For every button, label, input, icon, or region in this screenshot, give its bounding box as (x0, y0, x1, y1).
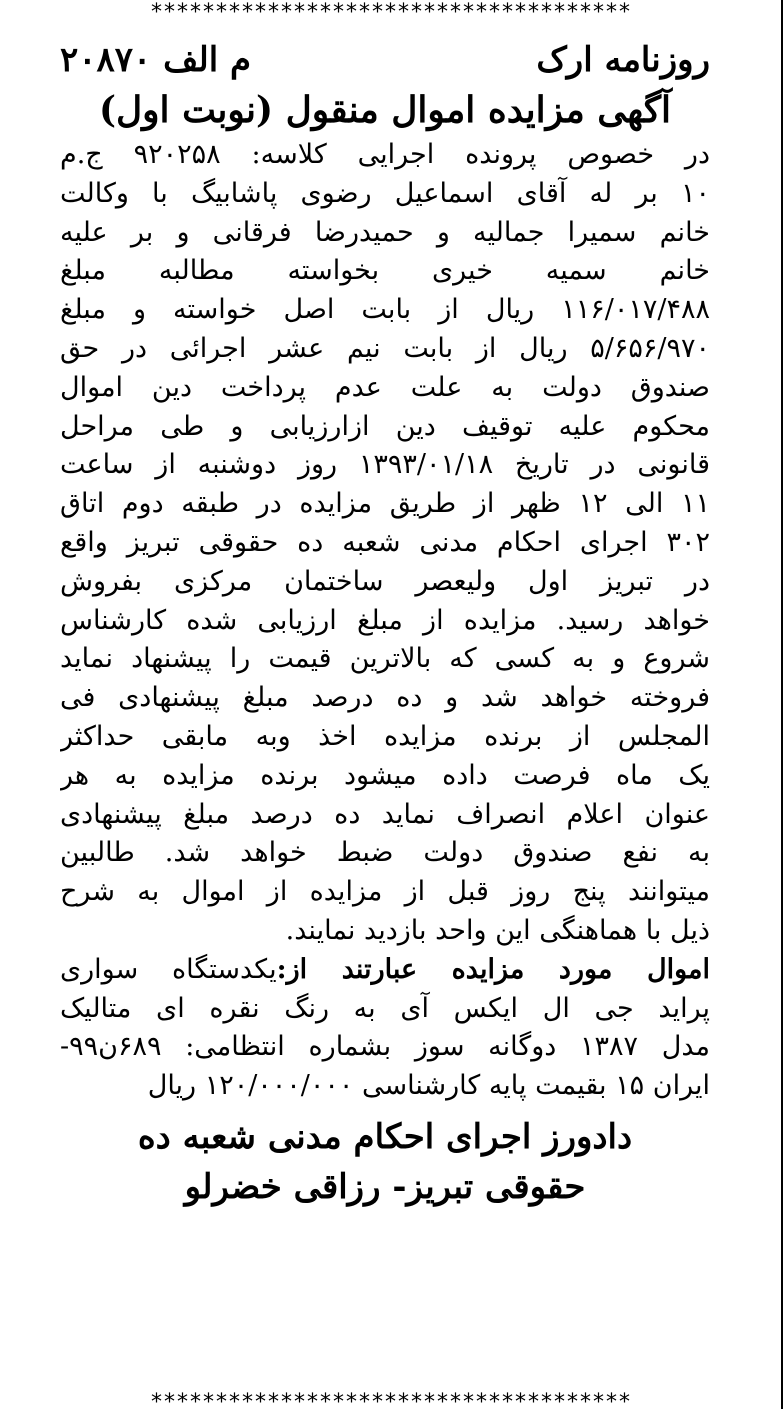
body-line: عنوان اعلام انصراف نماید ده درصد مبلغ پیشنهادی (60, 798, 710, 830)
notice-code: م الف ۲۰۸۷۰ (60, 40, 252, 80)
body-line: در خصوص پرونده اجرایی کلاسه: ۹۲۰۲۵۸ ج.م (60, 139, 710, 170)
body-line: شروع و به کسی که بالاترین قیمت را پیشنهاد نماید (60, 643, 710, 675)
body-line: قانونی در تاریخ ۱۳۹۳/۰۱/۱۸ روز دوشنبه از ساعت (60, 449, 710, 481)
items-line: پراید جی ال ایکس آی به رنگ نقره ای متالیک (60, 992, 710, 1024)
body-line: یک ماه فرصت داده میشود برنده مزایده به هر (60, 759, 710, 791)
body-line: ۱۱۶/۰۱۷/۴۸۸ ریال از بابت اصل خواسته و مبلغ (60, 294, 710, 326)
items-label: اموال مورد مزایده عبارتند از: (276, 953, 710, 985)
items-first-line (60, 951, 710, 990)
items-line: مدل ۱۳۸۷ دوگانه سوز بشماره انتظامی: ۶۸۹ن۹۹- (60, 1031, 710, 1063)
bottom-star-border: ************************************* (151, 1392, 632, 1414)
newspaper-name: روزنامه ارک (536, 40, 710, 80)
body-line: در تبریز اول ولیعصر ساختمان مرکزی بفروش (60, 565, 710, 597)
notice-content (60, 36, 710, 1212)
signature-block (60, 1112, 710, 1212)
top-star-border: ************************************* (151, 2, 632, 24)
body-line: المجلس از برنده مزایده اخذ وبه مابقی حداکثر (60, 720, 710, 752)
notice-body (60, 136, 710, 1106)
body-line: ۱۰ بر له آقای اسماعیل رضوی پاشابیگ با وکالت (60, 177, 710, 209)
notice-title: آگهی مزایده اموال منقول (نوبت اول) (98, 89, 672, 131)
body-line: خانم سمیه خیری بخواسته مطالبه مبلغ (60, 255, 710, 287)
body-line: فروخته خواهد شد و ده درصد مبلغ پیشنهادی فی (60, 682, 710, 714)
signature-line-2: حقوقی تبریز- رزاقی خضرلو (184, 1166, 586, 1207)
body-line: میتوانند پنج روز قبل از مزایده از اموال به شرح (60, 876, 710, 908)
body-line: ۱۱ الی ۱۲ ظهر از طریق مزایده در طبقه دوم اتاق (60, 488, 710, 520)
items-first-text: یکدستگاه سواری (60, 953, 277, 985)
signature-line-1: دادورز اجرای احکام مدنی شعبه ده (137, 1116, 633, 1157)
body-line: خواهد رسید. مزایده از مبلغ ارزیابی شده کارشناس (60, 604, 710, 636)
body-line: صندوق دولت به علت عدم پرداخت دین اموال (60, 371, 710, 403)
body-line: ذیل با هماهنگی این واحد بازدید نمایند. (285, 914, 710, 946)
items-line: ایران ۱۵ بقیمت پایه کارشناسی ۱۲۰/۰۰۰/۰۰۰ ریال (147, 1070, 710, 1102)
body-line: ۳۰۲ اجرای احکام مدنی شعبه ده حقوقی تبریز واقع (60, 526, 710, 558)
body-line: خانم سمیرا جمالیه و حمیدرضا فرقانی و بر علیه (60, 216, 710, 248)
body-line: محکوم علیه توقیف دین ازارزیابی و طی مراحل (60, 410, 710, 442)
notice-header (60, 36, 710, 84)
body-line: ۵/۶۵۶/۹۷۰ ریال از بابت نیم عشر اجرائی در حق (60, 332, 710, 364)
body-line: به نفع صندوق دولت ضبط خواهد شد. طالبین (60, 837, 710, 869)
